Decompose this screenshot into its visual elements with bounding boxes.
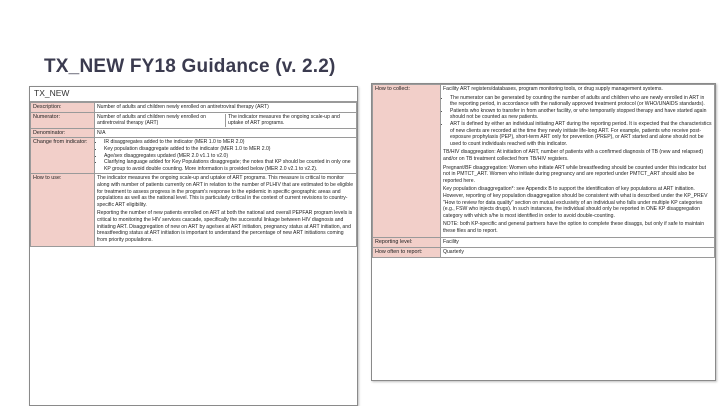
row-content — [95, 138, 357, 174]
list-item: • Age/sex disaggregates updated (MER 2.0 v1.1 to v2.0) — [104, 153, 354, 160]
table-row-change — [31, 138, 357, 174]
collect-list — [443, 95, 712, 148]
list-item: • ART is defined by either an individual initiating ART during the reporting period. It is expected that the characteristics of new clients are recorded at the time they newly initiate life-long ART. For example, patients who receive post-exposure prophylaxis (PEP), short-term ART only for prevention (PREP), or ART started and alone should not be used to count individuals reached with this indicator. — [450, 121, 712, 147]
change-list — [97, 139, 354, 172]
numerator-note: The indicator measures the ongoing scale-up and uptake of ART programs. — [225, 114, 354, 127]
paragraph: The indicator measures the ongoing scale-up and uptake of ART programs. This measure is critical to monitor along with number of patients currently on ART in relation to the number of PLHIV that are estimated to be eligible for treatment to assess progress in the program's response to the epidemic in specific geographic areas and populations as well as the national level. This is particularly critical in the context of current revisions to country-specific ART eligibility. — [97, 175, 354, 208]
table-row-numerator — [31, 112, 357, 128]
list-item: • Patients who known to transfer in from another facility, or who temporarily stopped therapy and have started again should not be counted as new patients. — [450, 108, 712, 121]
table-row-description — [31, 103, 357, 113]
row-label: How to use: — [31, 174, 95, 247]
row-content — [95, 174, 357, 247]
paragraph: Reporting the number of new patients enrolled on ART at both the national and overall PEPFAR program levels is critical to monitoring the HIV services cascade, specifically the successful linkage between HIV diagnosis and initiating ART. Disaggregation of new on ART by age/sex at ART initiation, pregnancy status at ART initiation, and breastfeeding status at ART initiation is important to understand the percentage of new ART initiations coming from priority populations. — [97, 210, 353, 243]
paragraph: Facility ART registers/databases, program monitoring tools, or drug supply management systems. — [443, 86, 663, 92]
row-label: Change from indicator: — [31, 138, 95, 174]
paragraph: TB/HIV disaggregation: At initiation of ART, number of patients with a confirmed diagnosis of TB (new and relapsed) and/or on TB treatment collected from TB/HIV registers. — [443, 149, 704, 162]
row-content: N/A — [95, 128, 357, 138]
list-item: • The numerator can be generated by counting the number of adults and children who are newly enrolled in ART in the reporting period, in accordance with the nationally approved treatment protocol (or WHO/UNAIDS standards). — [450, 95, 712, 108]
row-label: Description: — [31, 103, 95, 113]
indicator-reference-table-right — [371, 83, 716, 381]
table-row-how-to-collect — [373, 85, 715, 238]
table-row-denominator — [31, 128, 357, 138]
table-row-how-often — [373, 248, 715, 258]
indicator-reference-table-left — [29, 86, 358, 406]
row-label: Denominator: — [31, 128, 95, 138]
paragraph: NOTE: both KP-specific and general partners have the option to complete these disaggs, but only if safe to maintain these files and to report. — [443, 221, 705, 234]
row-label: Reporting level: — [373, 238, 441, 248]
left-table — [30, 102, 357, 247]
row-content: Quarterly — [441, 248, 715, 258]
indicator-name: TX_NEW — [30, 87, 357, 102]
list-item: • Key population disaggregate added to the indicator (MER 1.0 to MER 2.0) — [104, 146, 354, 153]
paragraph: Pregnant/BF disaggregation: Women who initiate ART while breastfeeding should be counted under this indicator but not in PMTCT_ART. Women who initiate during pregnancy and are reported under PMTCT_ART should also be reported here. — [443, 164, 707, 184]
row-content — [441, 85, 715, 238]
table-row-how-to-use — [31, 174, 357, 247]
right-table — [372, 84, 715, 258]
slide-title: TX_NEW FY18 Guidance (v. 2.2) — [44, 56, 336, 77]
paragraph: Key population disaggregation*: see Appendix B to support the identification of key populations at ART initiation. However, reporting of key population disaggregation should be consistent with what is described under the KP_PREV "How to review for data quality" section on mutual exclusivity of an individual who falls under multiple KP categories (e.g., FSW who injects drugs). In such instances, the individual should only be reported in ONE KP disaggregation category with which s/he is most identified in order to avoid double-counting. — [443, 186, 708, 219]
table-row-reporting-level — [373, 238, 715, 248]
row-label: Numerator: — [31, 112, 95, 128]
list-item: • Clarifying language added for Key Populations disaggregate; the notes that KP should be counted in only one KP group to avoid double counting. More information is provided below (MER 2.0 v2.1 to v2.2). — [104, 159, 354, 172]
row-content — [95, 112, 357, 128]
numerator-text: Number of adults and children newly enrolled on antiretroviral therapy (ART) — [97, 113, 207, 127]
row-label: How to collect: — [373, 85, 441, 238]
row-content: Number of adults and children newly enrolled on antiretroviral therapy (ART) — [95, 103, 357, 113]
list-item: • IR disaggregates added to the indicator (MER 1.0 to MER 2.0) — [104, 139, 354, 146]
row-label: How often to report: — [373, 248, 441, 258]
row-content: Facility — [441, 238, 715, 248]
